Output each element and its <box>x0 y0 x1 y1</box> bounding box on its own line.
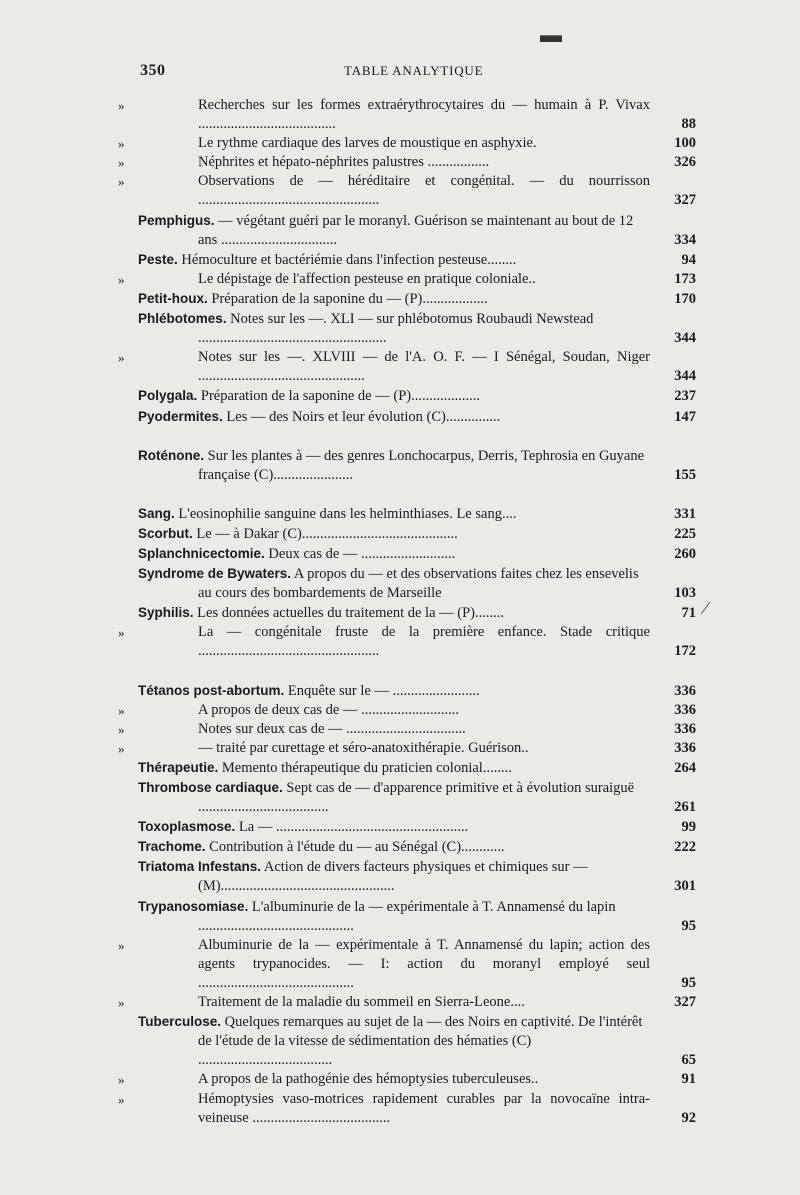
entry-headword: Tuberculose. <box>138 1014 222 1030</box>
entry-body <box>138 778 650 817</box>
index-entry <box>138 564 696 603</box>
index-subentry <box>118 96 696 134</box>
entry-body: » Notes sur les —. XLVIII — de l'A. O. F. — I Sénégal, Soudan, Niger .............................................. <box>138 348 650 386</box>
entry-headword: Pyodermites. <box>138 408 223 424</box>
entry-page-number: 326 <box>674 154 696 171</box>
entry-page-number: 327 <box>674 994 696 1011</box>
entry-text: Préparation de la saponine du — (P).................. <box>211 290 488 307</box>
entry-text: Les — des Noirs et leur évolution (C)............... <box>226 408 501 425</box>
entry-body <box>138 524 650 544</box>
index-entry <box>138 386 696 406</box>
entry-page-number: 99 <box>681 819 696 836</box>
index-subentry <box>118 993 696 1012</box>
entry-body <box>138 897 650 936</box>
entry-body: » Albuminurie de la — expérimentale à T. Annamensé du lapin; action des agents trypanocides. — I: action du moranyl employé seul ........................................... <box>138 936 650 993</box>
entry-page-number: 336 <box>674 682 696 699</box>
entry-body: » Le dépistage de l'affection pesteuse en pratique coloniale.. <box>138 270 650 289</box>
entry-text: Recherches sur les formes extraérythrocytaires du — humain à P. Vivax ...................................... <box>198 97 650 133</box>
index-entry <box>138 544 696 564</box>
index-entry <box>138 250 696 270</box>
entry-page-number: 88 <box>681 116 696 133</box>
index-subentry <box>118 1090 696 1128</box>
entry-page-number: 336 <box>674 720 696 737</box>
entry-body: » Traitement de la maladie du sommeil en Sierra-Leone.... <box>138 993 650 1012</box>
entry-body <box>138 309 650 348</box>
index-subentry <box>118 134 696 153</box>
entry-text: Les données actuelles du traitement de la — (P)........ <box>197 605 504 622</box>
entry-headword: Syndrome de Bywaters. <box>138 566 292 582</box>
entry-text: Enquête sur le — ........................ <box>287 682 480 699</box>
entry-text: Observations de — héréditaire et congénital. — du nourrisson .................................................. <box>198 173 650 209</box>
section-gap <box>138 662 696 681</box>
index-subentry <box>118 701 696 720</box>
entry-body <box>138 603 650 623</box>
index-entry <box>138 758 696 778</box>
entry-text: La — ..................................................... <box>238 819 469 836</box>
entry-text: Contribution à l'étude du — au Sénégal (C)............ <box>209 839 505 856</box>
entry-page-number: 237 <box>674 388 696 405</box>
entry-headword: Pemphigus. <box>138 212 215 228</box>
entry-text: A propos de la pathogénie des hémoptysies tuberculeuses.. <box>198 1071 539 1088</box>
index-entry <box>138 897 696 936</box>
entry-headword: Phlébotomes. <box>138 311 227 327</box>
index-entry <box>138 446 696 485</box>
entry-page-number: 327 <box>674 192 696 209</box>
entry-text: — traité par curettage et séro-anatoxithérapie. Guérison.. <box>198 739 529 756</box>
index-entry <box>138 1012 696 1070</box>
entry-headword: Sang. <box>138 505 175 521</box>
index-entry <box>138 524 696 544</box>
entry-headword: Syphilis. <box>138 605 194 621</box>
entry-page-number: 336 <box>674 739 696 756</box>
entry-body <box>138 817 650 837</box>
entry-page-number: 331 <box>674 505 696 522</box>
entry-body <box>138 564 650 603</box>
entry-text: Sur les plantes à — des genres Lonchocarpus, Derris, Tephrosia en Guyane française (C)...................... <box>198 447 645 483</box>
entry-page-number: 71 <box>681 605 696 622</box>
entry-headword: Petit-houx. <box>138 290 208 306</box>
entry-page-number: 260 <box>674 545 696 562</box>
index-subentry <box>118 936 696 993</box>
entry-page-number: 100 <box>674 135 696 152</box>
entry-text: Le rythme cardiaque des larves de moustique en asphyxie. <box>198 135 537 152</box>
entry-body: » Le rythme cardiaque des larves de moustique en asphyxie. <box>138 134 650 153</box>
entry-headword: Peste. <box>138 251 178 267</box>
entry-page-number: 95 <box>681 974 696 991</box>
entry-headword: Triatoma Infestans. <box>138 859 262 875</box>
entry-text: A propos du — et des observations faites chez les ensevelis au cours des bombardements de Marseille <box>198 566 639 602</box>
index-entry <box>138 309 696 348</box>
index-entry <box>138 504 696 524</box>
index-entry <box>138 407 696 427</box>
entry-body: » A propos de la pathogénie des hémoptysies tuberculeuses.. <box>138 1070 650 1089</box>
entry-body <box>138 837 650 857</box>
entry-text: La — congénitale fruste de la première enfance. Stade critique .................................................. <box>198 624 650 660</box>
index-entry <box>138 778 696 817</box>
index-subentry <box>118 720 696 739</box>
entry-page-number: 261 <box>674 799 696 816</box>
entry-text: Préparation de la saponine de — (P)................... <box>200 388 480 405</box>
entry-page-number: 155 <box>674 466 696 483</box>
pen-mark: ⁄ <box>704 598 708 618</box>
index-subentry <box>118 739 696 758</box>
entry-page-number: 222 <box>674 839 696 856</box>
entry-headword: Thérapeutie. <box>138 759 219 775</box>
entry-headword: Toxoplasmose. <box>138 819 236 835</box>
index-subentry <box>118 348 696 386</box>
entry-text: Traitement de la maladie du sommeil en Sierra-Leone.... <box>198 994 525 1011</box>
entry-page-number: 91 <box>681 1071 696 1088</box>
index-entry <box>138 289 696 309</box>
index-entries <box>118 96 696 1128</box>
entry-headword: Splanchnicectomie. <box>138 545 265 561</box>
index-entry <box>138 681 696 701</box>
entry-text: A propos de deux cas de — ........................... <box>198 701 459 718</box>
index-subentry <box>118 270 696 289</box>
entry-text: Notes sur les —. XLVIII — de l'A. O. F. — I Sénégal, Soudan, Niger .............................................. <box>198 349 650 385</box>
entry-headword: Thrombose cardiaque. <box>138 780 283 795</box>
entry-text: L'albuminurie de la — expérimentale à T. Annamensé du lapin ........................................... <box>198 898 616 934</box>
index-subentry <box>118 172 696 210</box>
entry-text: Notes sur deux cas de — ................................. <box>198 720 466 737</box>
entry-page-number: 103 <box>674 585 696 602</box>
entry-page-number: 334 <box>674 231 696 248</box>
entry-page-number: 344 <box>674 368 696 385</box>
entry-page-number: 170 <box>674 290 696 307</box>
entry-body: » Notes sur deux cas de — ................................. <box>138 720 650 739</box>
entry-body: » — traité par curettage et séro-anatoxithérapie. Guérison.. <box>138 739 650 758</box>
entry-body <box>138 758 650 778</box>
entry-text: Action de divers facteurs physiques et chimiques sur — (M)................................................ <box>198 859 588 895</box>
entry-body <box>138 446 650 485</box>
entry-text: L'eosinophilie sanguine dans les helminthiases. Le sang.... <box>178 505 517 522</box>
entry-body <box>138 407 650 427</box>
entry-page-number: 264 <box>674 759 696 776</box>
entry-headword: Roténone. <box>138 447 204 463</box>
entry-body: » Néphrites et hépato-néphrites palustres ................. <box>138 153 650 172</box>
index-entry <box>138 817 696 837</box>
entry-body <box>138 386 650 406</box>
index-entry <box>138 857 696 896</box>
entry-body: » Observations de — héréditaire et congénital. — du nourrisson .................................................. <box>138 172 650 210</box>
entry-page-number: 172 <box>674 643 696 660</box>
entry-page-number: 225 <box>674 525 696 542</box>
index-subentry <box>118 153 696 172</box>
entry-body <box>138 681 650 701</box>
entry-body <box>138 857 650 896</box>
entry-body <box>138 289 650 309</box>
entry-page-number: 147 <box>674 408 696 425</box>
entry-page-number: 65 <box>681 1052 696 1069</box>
entry-headword: Trypanosomiase. <box>138 898 249 914</box>
entry-text: — végétant guéri par le moranyl. Guérison se maintenant au bout de 12 ans ................................ <box>198 212 634 248</box>
entry-body: » A propos de deux cas de — ........................... <box>138 701 650 720</box>
entry-text: Albuminurie de la — expérimentale à T. Annamensé du lapin; action des agents trypanocides. — I: action du moranyl employé seul ........................................... <box>198 936 650 991</box>
entry-page-number: 92 <box>681 1109 696 1126</box>
entry-headword: Polygala. <box>138 388 198 404</box>
entry-text: Quelques remarques au sujet de la — des Noirs en captivité. De l'intérêt de l'étude de la vitesse de sédimentation des hématies (C) ..................................... <box>198 1014 643 1069</box>
index-subentry <box>118 623 696 661</box>
entry-headword: Trachome. <box>138 839 206 855</box>
index-subentry <box>118 1070 696 1089</box>
entry-text: Memento thérapeutique du praticien colonial........ <box>221 759 512 776</box>
entry-page-number: 344 <box>674 330 696 347</box>
page-number: 350 <box>140 62 166 79</box>
pen-mark: ▬ <box>540 22 562 47</box>
section-gap <box>138 485 696 504</box>
entry-text: Sept cas de — d'apparence primitive et à évolution suraiguë .................................... <box>198 780 635 816</box>
entry-body <box>138 544 650 564</box>
entry-text: Néphrites et hépato-néphrites palustres ................. <box>198 154 490 171</box>
entry-text: Le — à Dakar (C)........................................... <box>196 525 458 542</box>
entry-text: Hémoptysies vaso-motrices rapidement curables par la novocaïne intra-veineuse ...................................... <box>198 1090 650 1126</box>
entry-headword: Tétanos post-abortum. <box>138 682 285 698</box>
entry-body <box>138 250 650 270</box>
entry-page-number: 95 <box>681 917 696 934</box>
entry-text: Hémoculture et bactériémie dans l'infection pesteuse........ <box>181 251 517 268</box>
entry-text: Le dépistage de l'affection pesteuse en pratique coloniale.. <box>198 270 536 287</box>
index-entry <box>138 211 696 250</box>
entry-body <box>138 504 650 524</box>
entry-body: » La — congénitale fruste de la première enfance. Stade critique .................................................. <box>138 623 650 661</box>
entry-page-number: 173 <box>674 270 696 287</box>
entry-headword: Scorbut. <box>138 525 193 541</box>
entry-page-number: 94 <box>681 251 696 268</box>
section-gap <box>138 427 696 446</box>
page-header <box>0 62 800 82</box>
entry-body <box>138 1012 650 1070</box>
entry-body: » Recherches sur les formes extraérythrocytaires du — humain à P. Vivax ...................................... <box>138 96 650 134</box>
entry-body: » Hémoptysies vaso-motrices rapidement curables par la novocaïne intra-veineuse ...................................... <box>138 1090 650 1128</box>
entry-body <box>138 211 650 250</box>
index-entry <box>138 603 696 623</box>
running-title: TABLE ANALYTIQUE <box>344 63 484 78</box>
entry-page-number: 301 <box>674 878 696 895</box>
entry-text: Notes sur les —. XLI — sur phlébotomus Roubaudi Newstead .................................................... <box>198 311 594 347</box>
index-entry <box>138 837 696 857</box>
entry-text: Deux cas de — .......................... <box>268 545 456 562</box>
entry-page-number: 336 <box>674 701 696 718</box>
